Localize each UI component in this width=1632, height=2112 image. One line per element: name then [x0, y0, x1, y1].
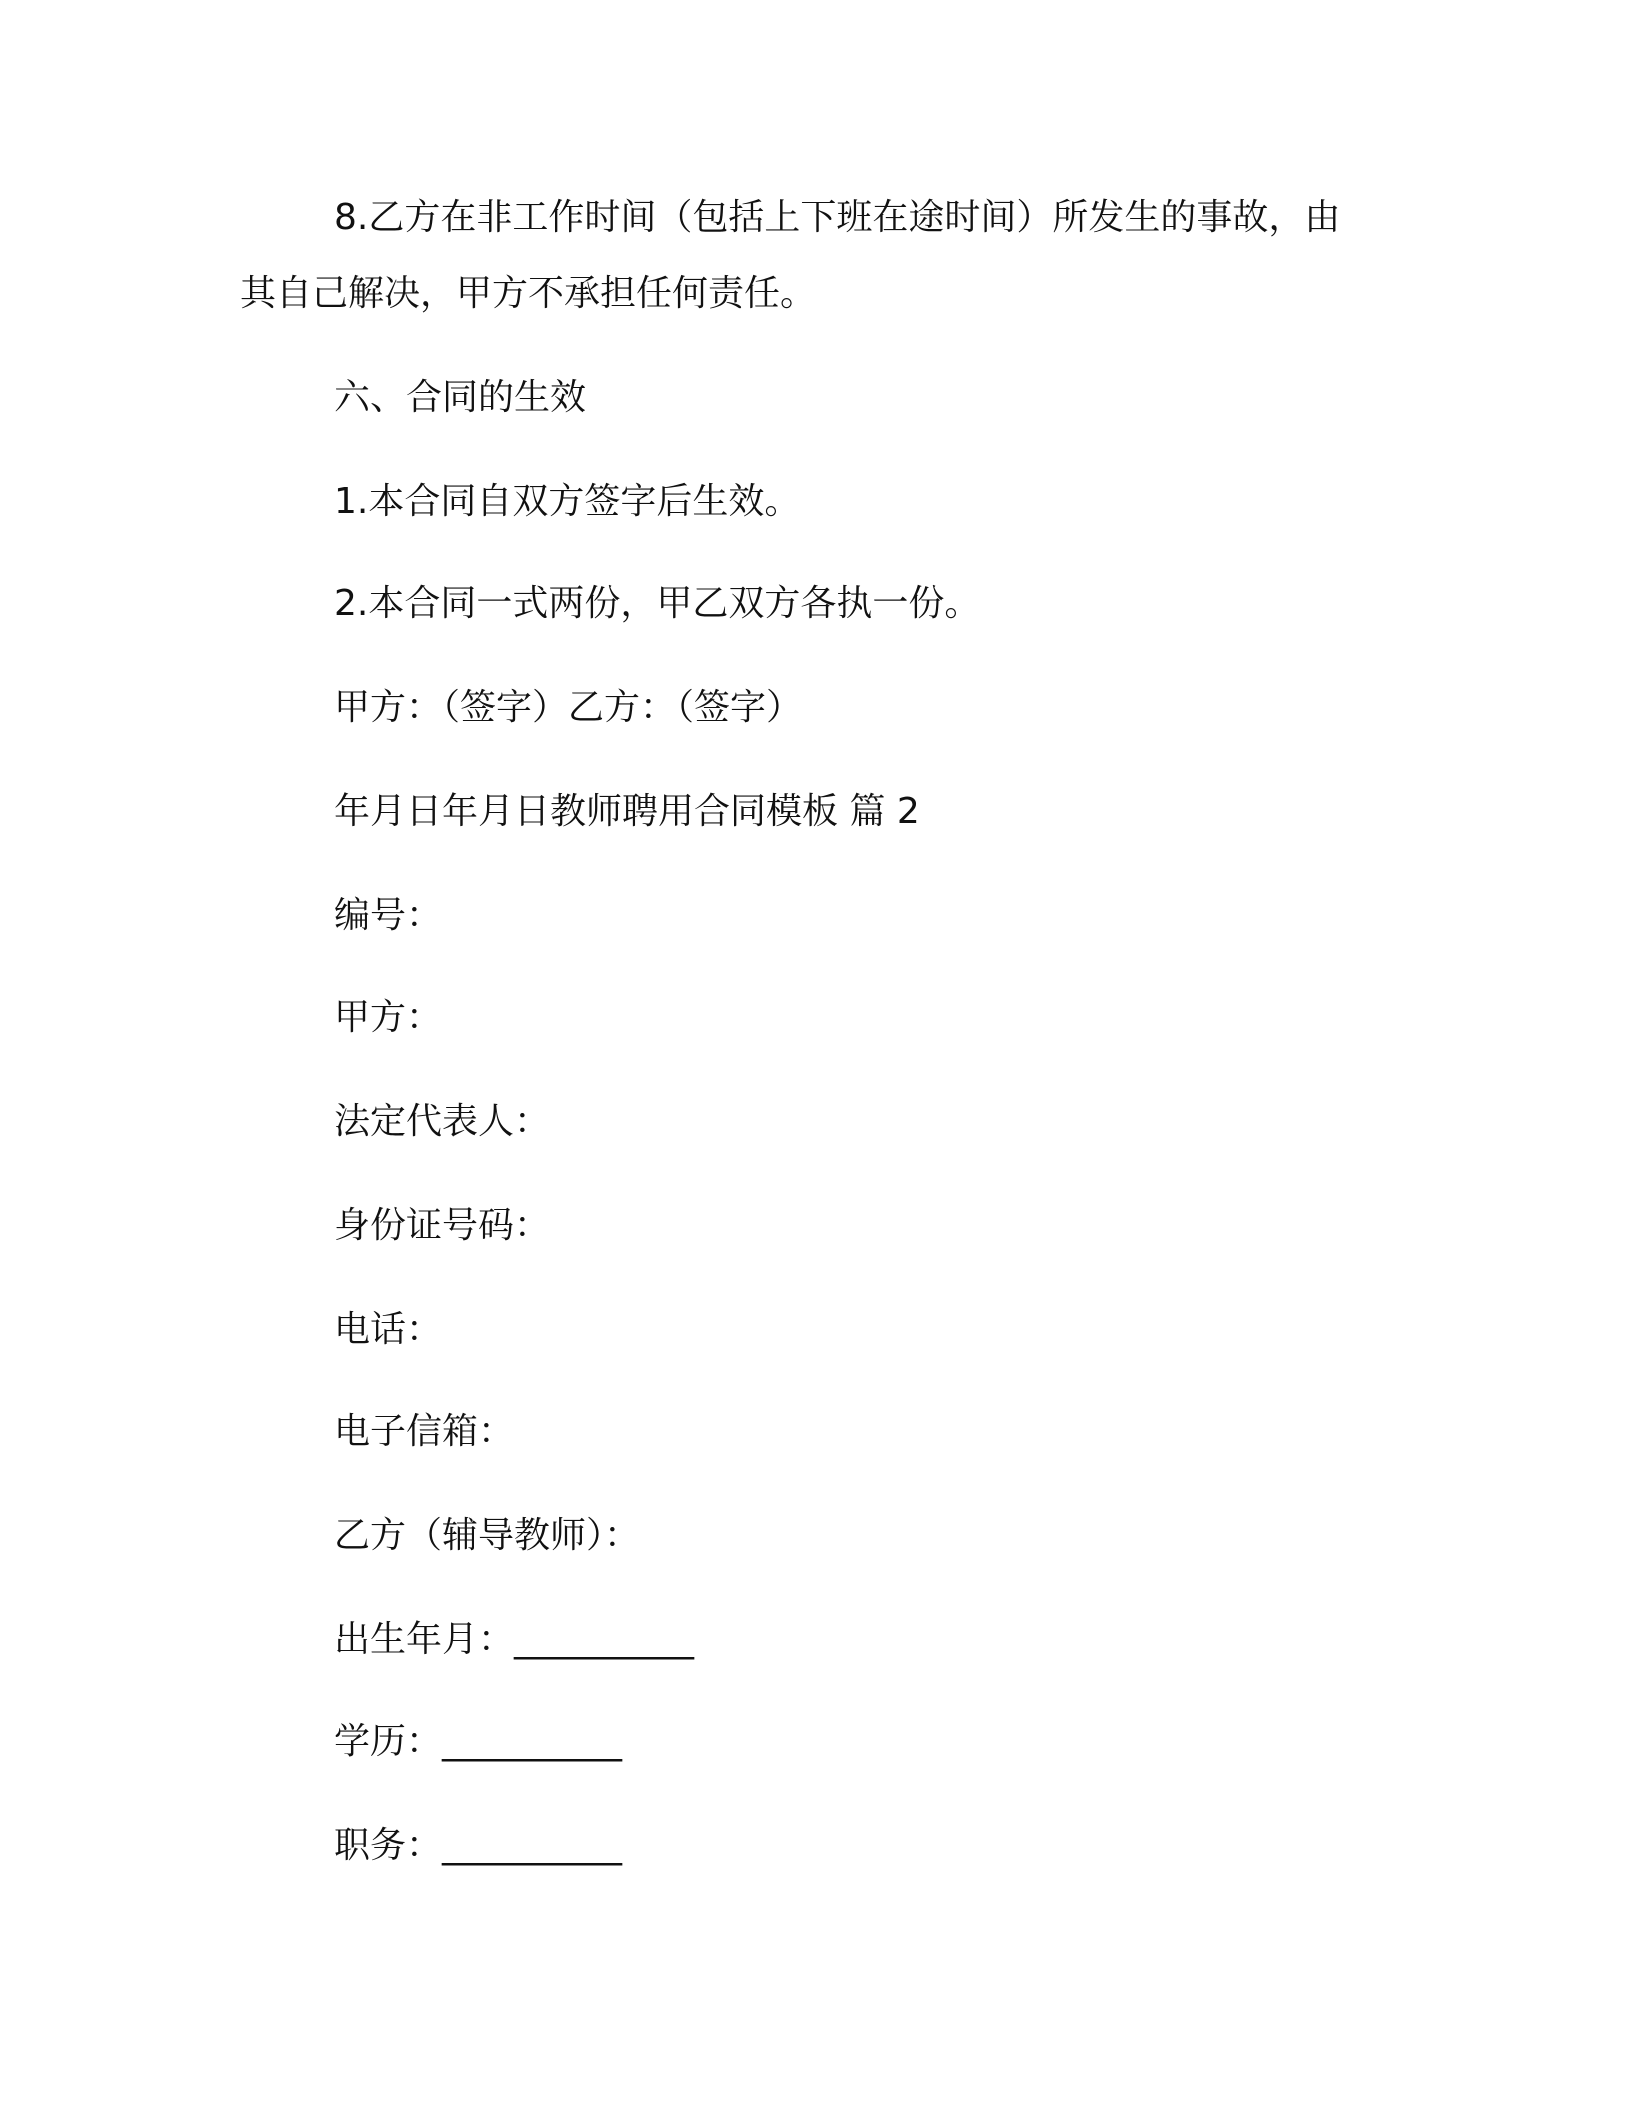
field-email: 电子信箱：: [334, 1411, 515, 1452]
field-phone: 电话：: [334, 1309, 443, 1350]
field-position: 职务：__________: [334, 1825, 623, 1866]
field-party-b: 乙方（辅导教师）：: [334, 1515, 641, 1556]
field-birth-date: 出生年月：__________: [334, 1619, 695, 1660]
field-number: 编号：: [334, 895, 443, 936]
paragraph-item8-line2: 其自己解决，甲方不承担任何责任。: [240, 273, 817, 314]
date-and-title-line: 年月日年月日教师聘用合同模板 篇 2: [334, 791, 920, 832]
field-party-a: 甲方：: [334, 997, 443, 1038]
signature-line: 甲方：（签字）乙方：（签字）: [334, 687, 803, 728]
field-education: 学历：__________: [334, 1721, 623, 1762]
field-legal-representative: 法定代表人：: [334, 1101, 551, 1142]
clause-6-2: 2.本合同一式两份，甲乙双方各执一份。: [334, 583, 981, 624]
section-heading-6: 六、合同的生效: [334, 377, 587, 418]
paragraph-item8-line1: 8.乙方在非工作时间（包括上下班在途时间）所发生的事故，由: [334, 197, 1341, 238]
clause-6-1: 1.本合同自双方签字后生效。: [334, 481, 801, 522]
field-id-number: 身份证号码：: [334, 1205, 551, 1246]
